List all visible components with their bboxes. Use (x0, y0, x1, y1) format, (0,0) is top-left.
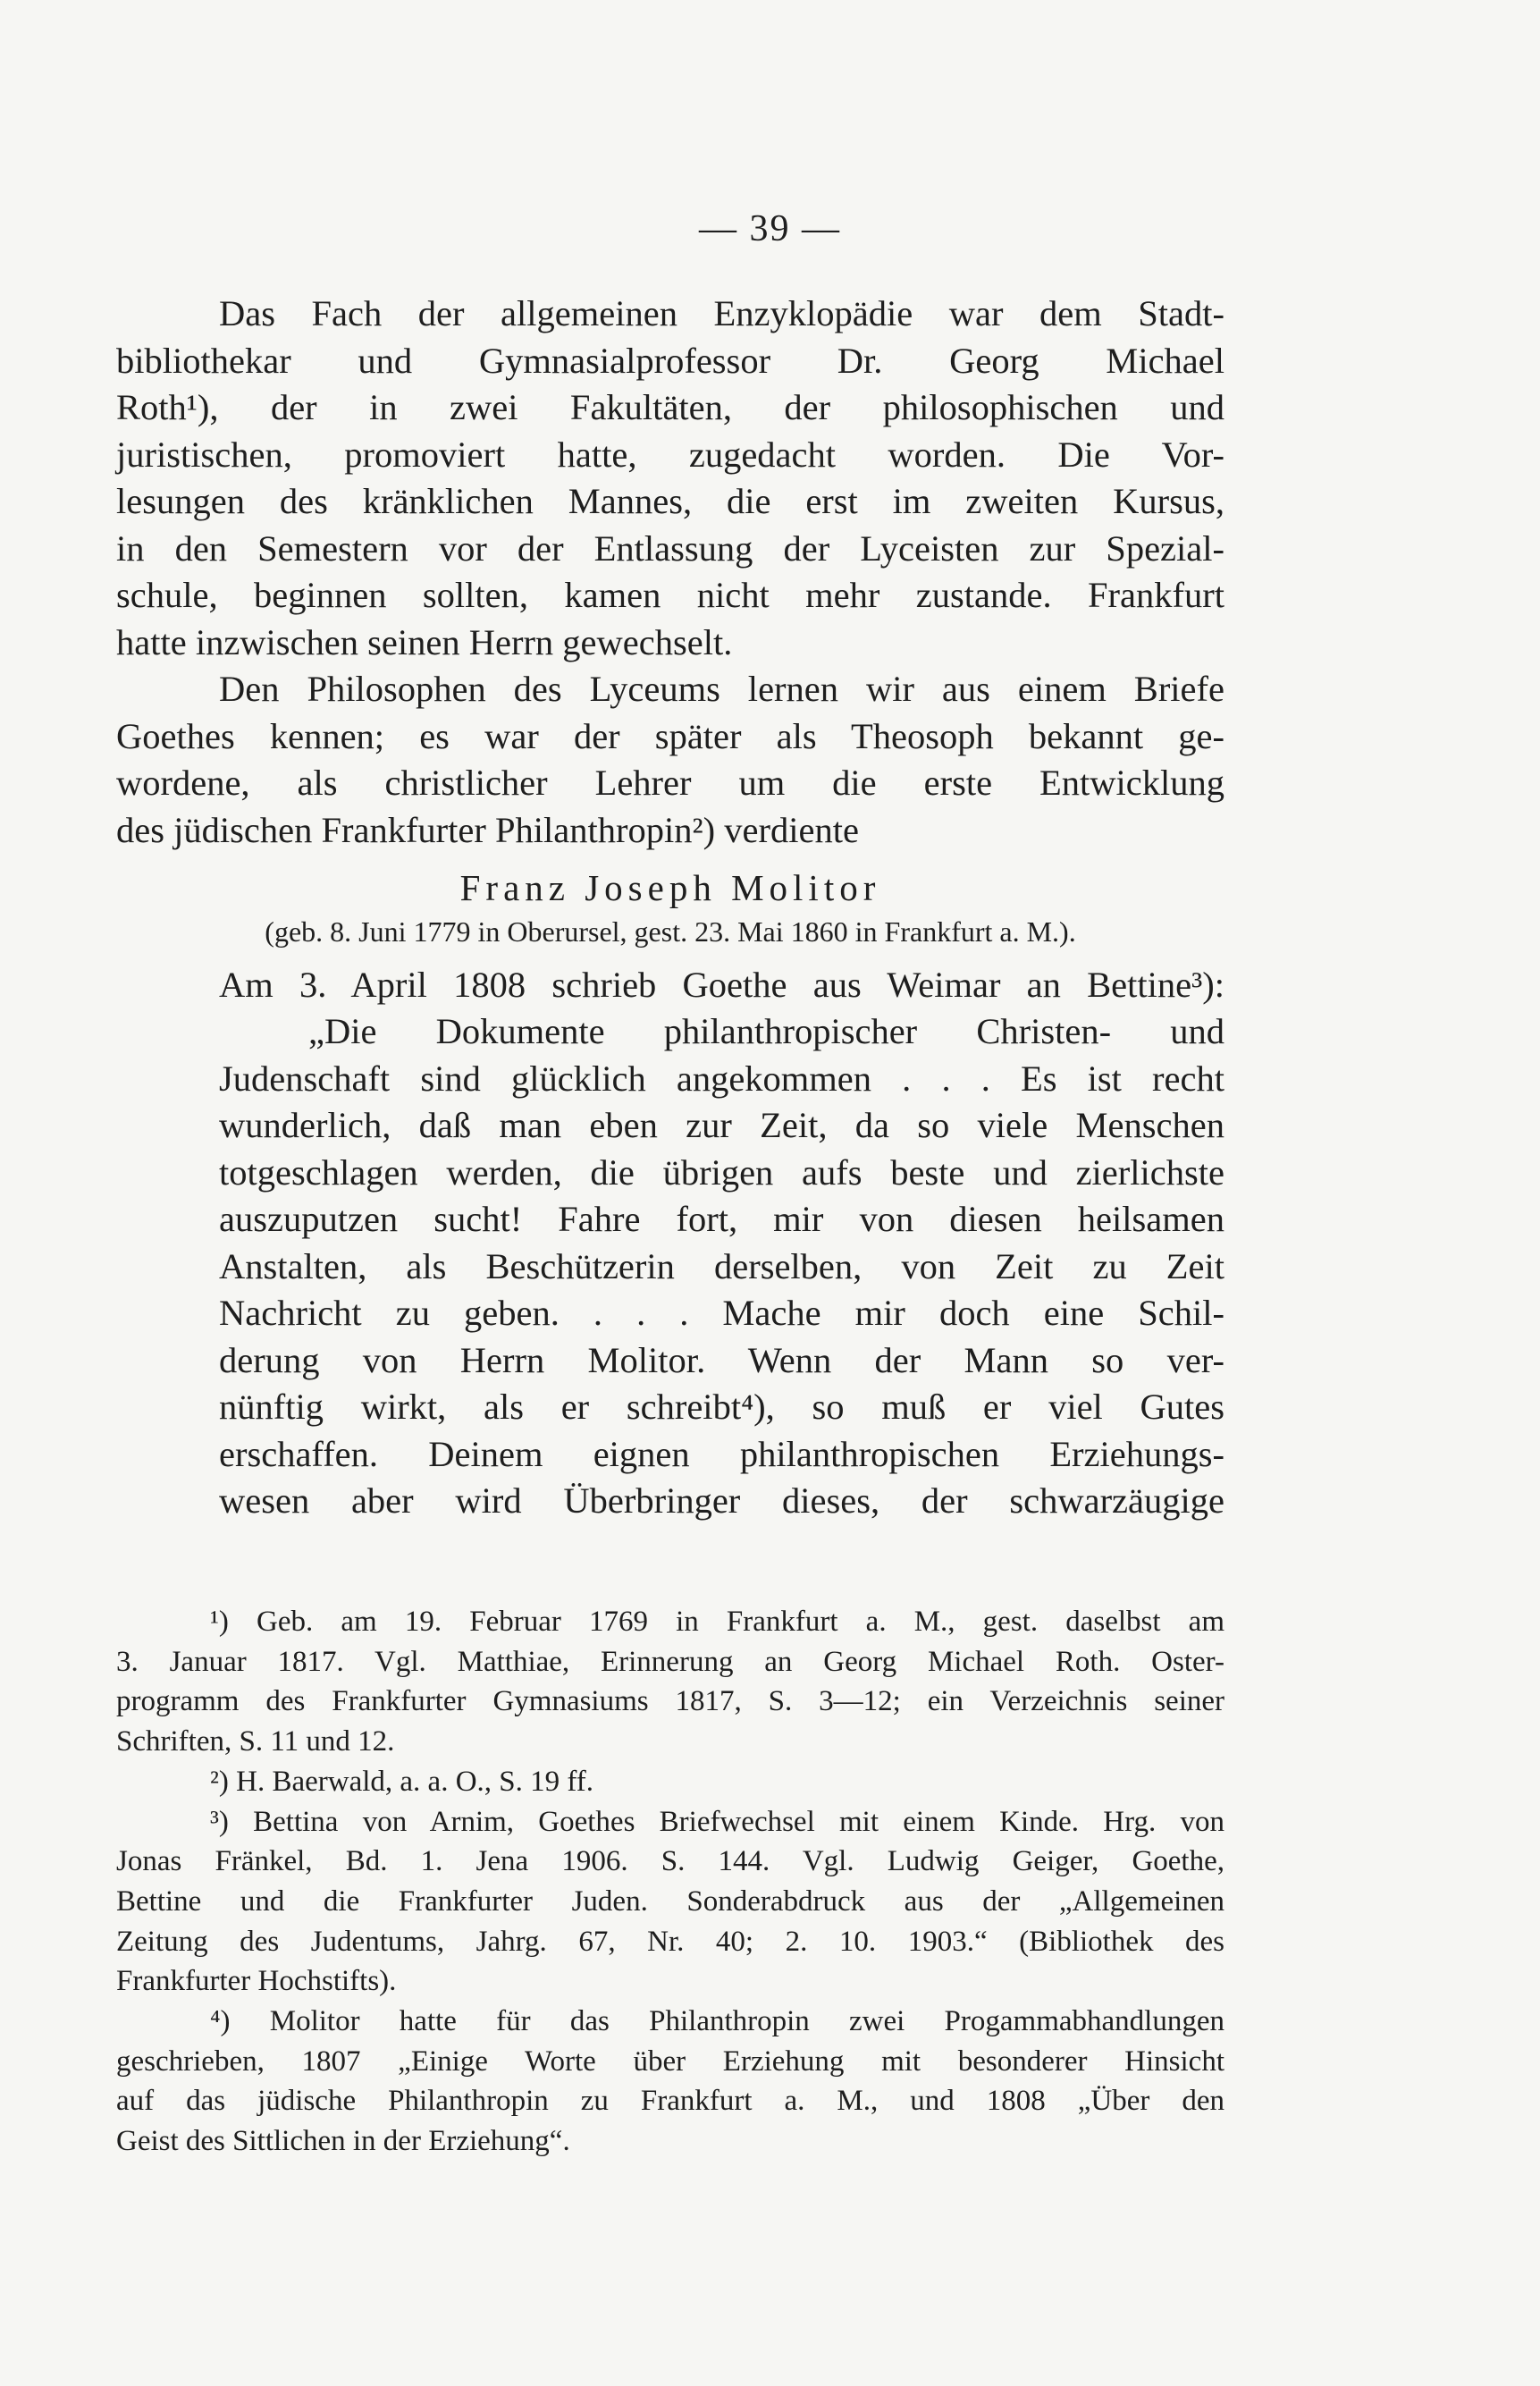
footnote-3 (116, 1802, 1224, 2002)
quote-line: wunderlich, daß man eben zur Zeit, da so viele Menschen (219, 1105, 1224, 1145)
quote-line: totgeschlagen werden, die übrigen aufs beste und zierlichste (219, 1151, 1224, 1193)
text-line: Goethes kennen; es war der später als Theosoph bekannt ge- (116, 715, 1224, 756)
footnote-line: programm des Frankfurter Gymnasiums 1817, S. 3—12; ein Verzeichnis seiner (116, 1685, 1224, 1718)
footnote-line: auf das jüdische Philanthropin zu Frankfurt a. M., und 1808 „Über den (116, 2085, 1224, 2118)
footnote-line: geschrieben, 1807 „Einige Worte über Erziehung mit besonderer Hinsicht (116, 2045, 1224, 2078)
footnote-1 (116, 1602, 1224, 1762)
text-line: des jüdischen Frankfurter Philanthropin²) verdiente (116, 809, 859, 850)
text-line: schule, beginnen sollten, kamen nicht mehr zustande. Frankfurt (116, 575, 1224, 615)
text-line: in den Semestern vor der Entlassung der Lyceisten zur Spezial- (116, 527, 1224, 569)
text-line: Den Philosophen des Lyceums lernen wir aus einem Briefe (219, 669, 1224, 709)
text-line: Roth¹), der in zwei Fakultäten, der philosophischen und (116, 387, 1224, 427)
quote-line: erschaffen. Deinem eignen philanthropischen Erziehungs- (219, 1433, 1224, 1474)
quote-line: nünftig wirkt, als er schreibt⁴), so muß er viel Gutes (219, 1387, 1224, 1427)
footnote-line: ³) Bettina von Arnim, Goethes Briefwechsel mit einem Kinde. Hrg. von (210, 1805, 1224, 1838)
person-name-heading: Franz Joseph Molitor (459, 867, 881, 908)
goethe-quote (116, 1008, 1224, 1525)
quote-line: derung von Herrn Molitor. Wenn der Mann so ver- (219, 1339, 1224, 1380)
footnote-line: 3. Januar 1817. Vgl. Matthiae, Erinnerung an Georg Michael Roth. Oster- (116, 1645, 1224, 1678)
main-text (116, 291, 1224, 1525)
footnote-line: Bettine und die Frankfurter Juden. Sonderabdruck aus der „Allgemeinen (116, 1884, 1224, 1918)
quote-line: Judenschaft sind glücklich angekommen . . . Es ist recht (219, 1058, 1224, 1099)
footnote-4 (116, 2002, 1224, 2162)
paragraph-2 (116, 666, 1224, 854)
footnote-line: ¹) Geb. am 19. Februar 1769 in Frankfurt a. M., gest. daselbst am (210, 1606, 1224, 1638)
footnote-line: ²) H. Baerwald, a. a. O., S. 19 ff. (210, 1765, 594, 1798)
footnote-line: Jonas Fränkel, Bd. 1. Jena 1906. S. 144. Vgl. Ludwig Geiger, Goethe, (116, 1845, 1224, 1878)
page-number: — 39 — (699, 208, 841, 249)
text-line: bibliothekar und Gymnasialprofessor Dr. Georg Michael (116, 340, 1224, 381)
footnote-line: Zeitung des Judentums, Jahrg. 67, Nr. 40; 2. 10. 1903.“ (Bibliothek des (116, 1925, 1224, 1958)
quote-line: Nachricht zu geben. . . . Mache mir doch eine Schil- (219, 1293, 1224, 1333)
quote-line: Anstalten, als Beschützerin derselben, von Zeit zu Zeit (219, 1245, 1224, 1286)
text-line: juristischen, promoviert hatte, zugedacht worden. Die Vor- (116, 434, 1224, 475)
paragraph-3 (116, 962, 1224, 1525)
footnote-line: Frankfurter Hochstifts). (116, 1965, 397, 1998)
person-dates: (geb. 8. Juni 1779 in Oberursel, gest. 23. Mai 1860 in Frankfurt a. M.). (265, 915, 1076, 948)
footnote-line: Schriften, S. 11 und 12. (116, 1725, 395, 1758)
footnote-line: Geist des Sittlichen in der Erziehung“. (116, 2125, 570, 2158)
quote-line: „Die Dokumente philanthropischer Christen- und (308, 1011, 1224, 1051)
footnote-line: ⁴) Molitor hatte für das Philanthropin zwei Progammabhandlungen (210, 2005, 1224, 2038)
text-line: Am 3. April 1808 schrieb Goethe aus Weimar an Bettine³): (219, 964, 1224, 1005)
text-line: wordene, als christlicher Lehrer um die erste Entwicklung (116, 763, 1224, 803)
quote-line: wesen aber wird Überbringer dieses, der schwarzäugige (219, 1480, 1224, 1521)
text-line: lesungen des kränklichen Mannes, die erst im zweiten Kursus, (116, 481, 1224, 521)
text-line: hatte inzwischen seinen Herrn gewechselt. (116, 621, 733, 662)
text-line: Das Fach der allgemeinen Enzyklopädie war dem Stadt- (219, 293, 1224, 333)
quote-line: auszuputzen sucht! Fahre fort, mir von diesen heilsamen (219, 1199, 1224, 1239)
footnotes (116, 1602, 1224, 2162)
footnote-2 (116, 1762, 1224, 1802)
paragraph-1 (116, 291, 1224, 666)
